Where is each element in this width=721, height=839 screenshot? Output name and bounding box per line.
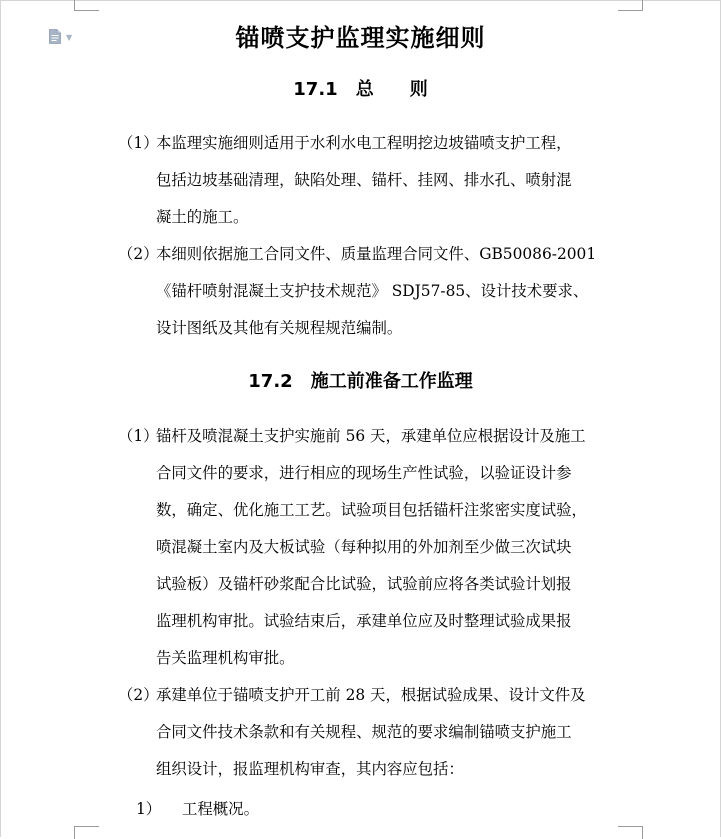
- section-heading-preparation: 17.2 施工前准备工作监理: [248, 371, 473, 392]
- paragraph-line: 包括边坡基础清理，缺陷处理、锚杆、挂网、排水孔、喷射混: [156, 171, 572, 189]
- paragraph-line: 合同文件的要求，进行相应的现场生产性试验，以验证设计参: [156, 464, 572, 482]
- section-heading-general: 17.1 总 则: [293, 79, 428, 100]
- paragraph-line: [118, 418, 618, 455]
- paragraph-line: 试验板）及锚杆砂浆配合比试验，试验前应将各类试验计划报: [156, 575, 572, 593]
- crop-mark-top-right: [618, 0, 643, 11]
- sub-item-marker: 1）: [136, 800, 162, 818]
- paragraph-line: 设计图纸及其他有关规程规范编制。: [156, 319, 403, 337]
- document-title: 锚喷支护监理实施细则: [235, 23, 486, 52]
- paragraph-line: 监理机构审批。试验结束后，承建单位应及时整理试验成果报: [156, 612, 572, 630]
- crop-mark-top-left: [74, 0, 99, 11]
- paragraph-line: [118, 677, 618, 714]
- sub-item-text: 工程概况。: [182, 800, 259, 818]
- paragraph-construction-plan: [118, 677, 618, 788]
- paragraph-line: 喷混凝土室内及大板试验（每种拟用的外加剂至少做三次试块: [156, 538, 572, 556]
- paragraph-line: 组织设计，报监理机构审查，其内容应包括：: [156, 760, 464, 778]
- crop-mark-bottom-left: [74, 826, 99, 839]
- paragraph-text: 本监理实施细则适用于水利水电工程明挖边坡锚喷支护工程，: [156, 134, 572, 152]
- chevron-down-icon[interactable]: ▼: [66, 33, 73, 42]
- item-marker: （1）: [118, 134, 159, 152]
- paragraph-line: 数，确定、优化施工工艺。试验项目包括锚杆注浆密实度试验，: [156, 501, 587, 519]
- crop-mark-bottom-right: [618, 826, 643, 839]
- paragraph-basis: [118, 236, 618, 347]
- paragraph-text: 本细则依据施工合同文件、质量监理合同文件、GB50086-2001: [156, 245, 597, 263]
- item-marker: （2）: [118, 245, 159, 263]
- sub-item-project-overview: [136, 791, 259, 828]
- paragraph-trial-tests: [118, 418, 618, 677]
- paragraph-scope: [118, 125, 618, 236]
- paragraph-line: [118, 125, 618, 162]
- paragraph-text: 锚杆及喷混凝土支护实施前 56 天，承建单位应根据设计及施工: [156, 427, 586, 445]
- paragraph-text: 承建单位于锚喷支护开工前 28 天，根据试验成果、设计文件及: [156, 686, 586, 704]
- paragraph-line: 凝土的施工。: [156, 208, 249, 226]
- paragraph-line: 《锚杆喷射混凝土支护技术规范》 SDJ57-85、设计技术要求、: [156, 282, 589, 300]
- paragraph-line: 合同文件技术条款和有关规程、规范的要求编制锚喷支护施工: [156, 723, 572, 741]
- paragraph-line: 告关监理机构审批。: [156, 649, 295, 667]
- item-marker: （1）: [118, 427, 159, 445]
- paragraph-line: [118, 236, 618, 273]
- item-marker: （2）: [118, 686, 159, 704]
